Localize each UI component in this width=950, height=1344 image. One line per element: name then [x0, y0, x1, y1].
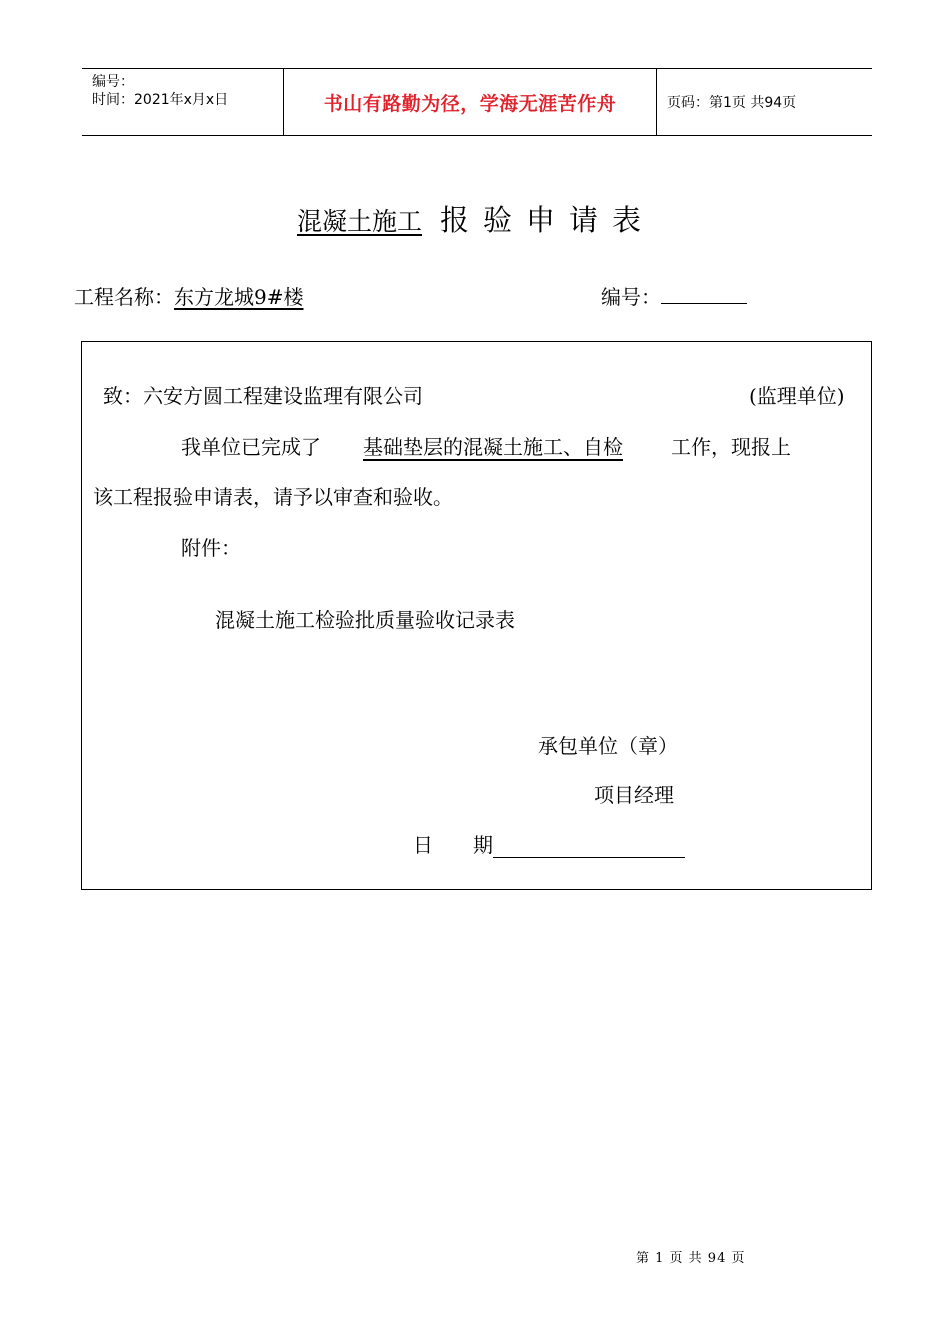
date-line [413, 829, 685, 858]
header-motto: 书山有路勤为径，学海无涯苦作舟 [284, 69, 657, 135]
attachment-item: 混凝土施工检验批质量验收记录表 [215, 608, 515, 632]
header-code-label: 编号： [92, 74, 134, 90]
attachment-label: 附件： [181, 536, 241, 560]
title-form-name: 报验申请表 [440, 203, 656, 237]
addressee-unit: 六安方圆工程建设监理有限公司 [143, 384, 423, 408]
project-name-line [74, 281, 303, 310]
header-table [82, 68, 872, 136]
header-time-label: 时间：2021年x月x日 [92, 92, 229, 108]
date-label: 日 期 [413, 833, 493, 857]
date-blank [493, 838, 685, 858]
form-code-line [601, 281, 747, 310]
form-code-label: 编号： [601, 285, 661, 309]
request-line: 该工程报验申请表，请予以审查和验收。 [93, 485, 453, 509]
application-box [81, 341, 872, 890]
project-name-label: 工程名称： [74, 285, 174, 309]
project-name-value: 东方龙城9#楼 [174, 285, 304, 309]
completion-work: 基础垫层的混凝土施工、自检 [363, 435, 623, 459]
contractor-label: 承包单位（章） [538, 734, 678, 758]
addressee-line [103, 380, 423, 409]
header-page-info: 页码：第1页 共94页 [667, 95, 797, 111]
addressee-prefix: 致： [103, 384, 143, 408]
addressee-suffix: (监理单位) [749, 384, 845, 408]
header-meta-cell [82, 69, 284, 135]
manager-label: 项目经理 [594, 783, 674, 807]
form-code-blank [661, 286, 747, 304]
completion-prefix: 我单位已完成了 [181, 435, 321, 459]
title-work-type: 混凝土施工 [296, 207, 422, 236]
completion-line [181, 431, 791, 460]
page-title [0, 198, 950, 239]
completion-suffix: 工作，现报上 [671, 435, 791, 459]
page-footer: 第 1 页 共 94 页 [636, 1251, 746, 1266]
